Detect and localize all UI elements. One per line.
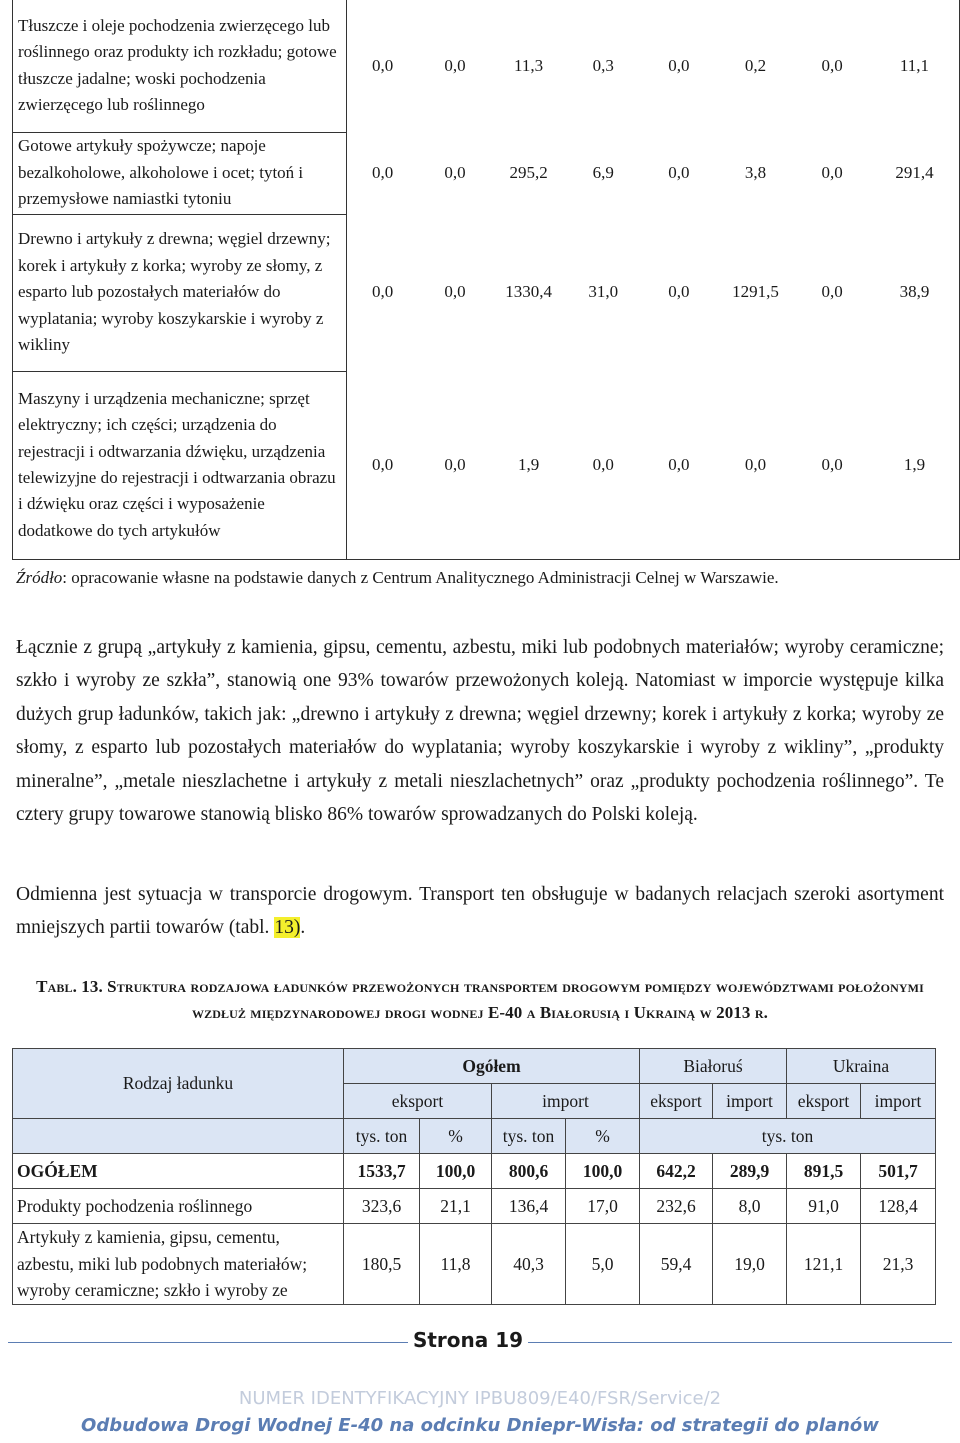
value-cell: 136,4 [492, 1189, 566, 1224]
value-cell: 0,0 [668, 282, 690, 302]
header-eksport: eksport [640, 1084, 713, 1119]
value-cell: 501,7 [861, 1154, 936, 1189]
value-cell: 11,3 [514, 55, 544, 75]
continuation-table [12, 0, 960, 560]
table-row [13, 0, 960, 132]
row-label: OGÓŁEM [13, 1154, 344, 1189]
value-cell: 0,0 [444, 55, 466, 75]
footer-rule-left [8, 1342, 408, 1343]
value-cell: 100,0 [566, 1154, 640, 1189]
value-cell: 6,9 [592, 162, 614, 182]
value-cell: 0,0 [347, 371, 419, 559]
value-cell: 1,9 [492, 371, 566, 559]
header-import: import [492, 1084, 640, 1119]
header-unit: % [420, 1119, 492, 1154]
value-cell: 128,4 [861, 1189, 936, 1224]
value-cell: 0,0 [668, 55, 690, 75]
value-cell: 289,9 [713, 1154, 787, 1189]
value-cell: 1330,4 [505, 282, 552, 302]
header-unit: tys. ton [344, 1119, 420, 1154]
table-reference-link[interactable]: 13) [274, 917, 301, 939]
value-cell: 180,5 [344, 1224, 420, 1305]
header-unit: % [566, 1119, 640, 1154]
table-caption: Tabl. 13. Struktura rodzajowa ładunków przewożonych transportem drogowym pomiędzy województwami położonymi wzdłuż międzynarodowej drogi wodnej E-40 a Białorusią i Ukrainą w 2013 r. [36, 977, 924, 1022]
value-cell: 0,0 [641, 371, 717, 559]
value-cell: 21,3 [861, 1224, 936, 1305]
value-cell: 17,0 [566, 1189, 640, 1224]
header-ukraina: Ukraina [787, 1049, 936, 1084]
table-row [13, 1224, 936, 1305]
footer-project-line: Odbudowa Drogi Wodnej E-40 na odcinku Dniepr-Wisła: od strategii do planów [81, 1415, 879, 1436]
value-cell: 0,0 [821, 162, 843, 182]
footer-id-line: NUMER IDENTYFIKACYJNY IPBU809/E40/FSR/Service/2 [238, 1388, 722, 1409]
table-row [13, 1154, 936, 1189]
value-cell: 291,4 [870, 132, 960, 214]
value-cell: 100,0 [420, 1154, 492, 1189]
value-cell: 0,0 [566, 371, 642, 559]
value-cell: 0,0 [372, 55, 394, 75]
row-label: Produkty pochodzenia roślinnego [13, 1189, 344, 1224]
value-cell: 891,5 [787, 1154, 861, 1189]
value-cell: 0,0 [418, 371, 492, 559]
body-paragraph [16, 878, 944, 945]
value-cell: 0,0 [444, 282, 466, 302]
value-cell: 0,0 [821, 55, 843, 75]
value-cell: 232,6 [640, 1189, 713, 1224]
cargo-structure-table [12, 1048, 936, 1305]
value-cell: 31,0 [588, 282, 619, 302]
value-cell: 642,2 [640, 1154, 713, 1189]
value-cell: 323,6 [344, 1189, 420, 1224]
row-label: Artykuły z kamienia, gipsu, cementu, azbestu, miki lub podobnych materiałów; wyroby ceramiczne; szkło i wyroby ze [13, 1224, 344, 1305]
footer-rule-right [528, 1342, 952, 1343]
value-cell: 21,1 [420, 1189, 492, 1224]
value-cell: 5,0 [566, 1224, 640, 1305]
value-cell: 800,6 [492, 1154, 566, 1189]
value-cell: 0,0 [821, 282, 843, 302]
value-cell: 19,0 [713, 1224, 787, 1305]
value-cell: 0,0 [372, 282, 394, 302]
header-import: import [713, 1084, 787, 1119]
value-cell: 38,9 [870, 214, 960, 371]
header-empty [13, 1119, 344, 1154]
header-rodzaj: Rodzaj ładunku [13, 1049, 344, 1119]
value-cell: 121,1 [787, 1224, 861, 1305]
value-cell: 91,0 [787, 1189, 861, 1224]
value-cell: 0,0 [717, 371, 795, 559]
value-cell: 1291,5 [732, 282, 779, 302]
value-cell: 0,2 [744, 55, 767, 75]
paragraph-end: . [300, 917, 306, 939]
header-bialorus: Białoruś [640, 1049, 787, 1084]
value-cell: 59,4 [640, 1224, 713, 1305]
value-cell: 0,0 [372, 162, 394, 182]
value-cell: 40,3 [492, 1224, 566, 1305]
value-cell: 11,8 [420, 1224, 492, 1305]
header-import: import [861, 1084, 936, 1119]
value-cell: 0,3 [592, 55, 614, 75]
table-row [13, 1189, 936, 1224]
source-label: Źródło [16, 568, 63, 587]
table-row [13, 371, 960, 559]
value-cell: 1533,7 [344, 1154, 420, 1189]
table-row [13, 132, 960, 214]
header-unit: tys. ton [492, 1119, 566, 1154]
value-cell: 1,9 [870, 371, 960, 559]
body-paragraph: Łącznie z grupą „artykuły z kamienia, gipsu, cementu, azbestu, miki lub podobnych materiałów; wyroby ceramiczne; szkło i wyroby ze szkła”, stanowią one 93% towarów przewożonych koleją. Natomiast w imporcie występuje kilka dużych grup ładunków, takich jak: „drewno i artykuły z drewna; węgiel drzewny; korek i artykuły z korka; wyroby ze słomy, z esparto lub pozostałych materiałów do wyplatania; wyroby koszykarskie i wyroby z wikliny”, „produkty mineralne”, „metale nieszlachetne i artykuły z metali nieszlachetnych” oraz „produkty pochodzenia roślinnego”. Te cztery grupy towarowe stanowią blisko 86% towarów sprowadzanych do Polski koleją. [16, 637, 944, 826]
page-number: Strona 19 [412, 1328, 524, 1352]
header-eksport: eksport [344, 1084, 492, 1119]
value-cell: 295,2 [509, 162, 548, 182]
row-label: Gotowe artykuły spożywcze; napoje bezalkoholowe, alkoholowe i ocet; tytoń i przemysłowe namiastki tytoniu [13, 132, 347, 214]
row-label: Drewno i artykuły z drewna; węgiel drzewny; korek i artykuły z korka; wyroby ze słomy, z esparto lub pozostałych materiałów do wyplatania; wyroby koszykarskie i wyroby z wikliny [13, 214, 347, 371]
paragraph-text: Odmienna jest sytuacja w transporcie drogowym. Transport ten obsługuje w badanych relacjach szeroki asortyment mniejszych partii towarów (tabl. [16, 884, 944, 939]
value-cell: 0,0 [444, 162, 466, 182]
value-cell: 0,0 [668, 162, 690, 182]
source-text: : opracowanie własne na podstawie danych z Centrum Analitycznego Administracji Celnej w Warszawie. [62, 568, 779, 587]
source-note [16, 568, 779, 588]
value-cell: 11,1 [870, 0, 960, 132]
table-row [13, 214, 960, 371]
row-label: Tłuszcze i oleje pochodzenia zwierzęcego lub roślinnego oraz produkty ich rozkładu; gotowe tłuszcze jadalne; woski pochodzenia zwierzęcego lub roślinnego [13, 0, 347, 132]
value-cell: 8,0 [713, 1189, 787, 1224]
row-label: Maszyny i urządzenia mechaniczne; sprzęt elektryczny; ich części; urządzenia do rejestracji i odtwarzania dźwięku, urządzenia telewizyjne do rejestracji i odtwarzania obrazu i dźwięku oraz części i wyposażenie dodatkowe do tych artykułów [13, 371, 347, 559]
header-ogolem: Ogółem [344, 1049, 640, 1084]
value-cell: 0,0 [794, 371, 870, 559]
header-unit: tys. ton [640, 1119, 936, 1154]
value-cell: 3,8 [744, 162, 767, 182]
header-eksport: eksport [787, 1084, 861, 1119]
